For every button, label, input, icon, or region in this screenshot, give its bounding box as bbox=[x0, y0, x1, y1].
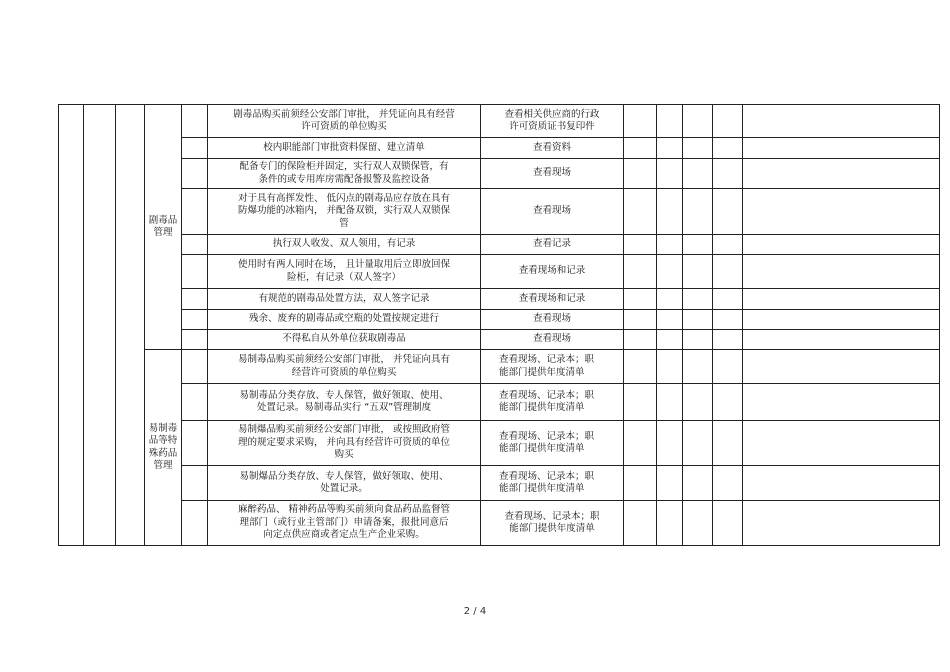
blank-cell bbox=[657, 466, 683, 501]
blank-cell bbox=[624, 310, 657, 330]
table-row bbox=[59, 384, 940, 421]
table-row bbox=[59, 421, 940, 466]
requirement-cell: 剧毒品购买前须经公安部门审批， 并凭证向具有经营 许可资质的单位购买 bbox=[208, 105, 481, 138]
blank-cell bbox=[713, 350, 743, 384]
blank-cell bbox=[713, 310, 743, 330]
method-cell: 查看现场、记录本；职 能部门提供年度清单 bbox=[481, 466, 624, 501]
blank-cell bbox=[743, 289, 940, 310]
blank-cell bbox=[657, 235, 683, 255]
blank-cell bbox=[743, 255, 940, 289]
blank-cell bbox=[743, 105, 940, 138]
blank-cell bbox=[182, 421, 208, 466]
blank-cell bbox=[182, 255, 208, 289]
blank-cell bbox=[624, 105, 657, 138]
method-cell: 查看现场、记录本；职 能部门提供年度清单 bbox=[481, 350, 624, 384]
blank-cell bbox=[713, 159, 743, 189]
blank-cell bbox=[182, 138, 208, 159]
table-row bbox=[59, 235, 940, 255]
blank-cell bbox=[713, 105, 743, 138]
blank-cell bbox=[624, 384, 657, 421]
requirement-cell: 校内职能部门审批资料保留、建立清单 bbox=[208, 138, 481, 159]
blank-cell bbox=[182, 350, 208, 384]
blank-cell bbox=[657, 350, 683, 384]
table-row bbox=[59, 466, 940, 501]
blank-cell bbox=[743, 421, 940, 466]
requirement-cell: 易制毒品购买前须经公安部门审批， 并凭证向具有 经营许可资质的单位购买 bbox=[208, 350, 481, 384]
table-row bbox=[59, 255, 940, 289]
method-cell: 查看现场 bbox=[481, 189, 624, 235]
blank-cell bbox=[624, 466, 657, 501]
blank-cell bbox=[713, 421, 743, 466]
blank-cell bbox=[182, 310, 208, 330]
table-row bbox=[59, 105, 940, 138]
method-cell: 查看现场、记录本；职 能部门提供年度清单 bbox=[481, 421, 624, 466]
blank-cell bbox=[743, 384, 940, 421]
blank-cell bbox=[713, 330, 743, 350]
blank-cell bbox=[713, 289, 743, 310]
blank-cell bbox=[743, 330, 940, 350]
requirement-cell: 易制爆品购买前须经公安部门审批， 或按照政府管 理的规定要求采购， 并向具有经营许可资质的单位 购买 bbox=[208, 421, 481, 466]
category-cell: 易制毒品等特殊药品管理 bbox=[145, 350, 182, 546]
method-cell: 查看现场 bbox=[481, 159, 624, 189]
blank-cell bbox=[624, 189, 657, 235]
requirement-cell: 易制爆品分类存放、专人保管，做好领取、使用、 处置记录。 bbox=[208, 466, 481, 501]
page-number: 2 / 4 bbox=[463, 606, 487, 617]
blank-cell bbox=[743, 466, 940, 501]
blank-cell bbox=[743, 138, 940, 159]
blank-cell bbox=[683, 235, 713, 255]
blank-cell bbox=[657, 330, 683, 350]
blank-cell bbox=[182, 159, 208, 189]
requirement-cell: 易制毒品分类存放、专人保管，做好领取、使用、 处置记录。易制毒品实行 “五双”管理制度 bbox=[208, 384, 481, 421]
method-cell: 查看资料 bbox=[481, 138, 624, 159]
blank-cell bbox=[683, 289, 713, 310]
blank-cell bbox=[624, 255, 657, 289]
blank-cell bbox=[683, 421, 713, 466]
inspection-table bbox=[58, 104, 940, 546]
blank-cell bbox=[683, 330, 713, 350]
requirement-cell: 配备专门的保险柜并固定，实行双人双锁保管，有 条件的或专用库房需配备报警及监控设备 bbox=[208, 159, 481, 189]
blank-cell bbox=[743, 350, 940, 384]
method-cell: 查看记录 bbox=[481, 235, 624, 255]
table-row bbox=[59, 501, 940, 546]
blank-cell bbox=[182, 289, 208, 310]
blank-cell bbox=[683, 466, 713, 501]
blank-cell bbox=[743, 501, 940, 546]
table-row bbox=[59, 310, 940, 330]
table-row bbox=[59, 330, 940, 350]
blank-cell bbox=[713, 255, 743, 289]
blank-cell bbox=[683, 350, 713, 384]
method-cell: 查看现场、记录本；职 能部门提供年度清单 bbox=[481, 384, 624, 421]
blank-cell bbox=[624, 501, 657, 546]
blank-cell bbox=[683, 105, 713, 138]
blank-cell bbox=[683, 189, 713, 235]
blank-cell bbox=[182, 189, 208, 235]
blank-cell bbox=[657, 189, 683, 235]
blank-cell bbox=[743, 235, 940, 255]
table-row bbox=[59, 289, 940, 310]
blank-cell bbox=[657, 384, 683, 421]
blank-cell bbox=[713, 235, 743, 255]
blank-cell bbox=[683, 310, 713, 330]
blank-cell bbox=[657, 310, 683, 330]
blank-cell bbox=[624, 421, 657, 466]
method-cell: 查看现场、记录本；职 能部门提供年度清单 bbox=[481, 501, 624, 546]
requirement-cell: 执行双人收发、双人领用，有记录 bbox=[208, 235, 481, 255]
blank-cell bbox=[683, 501, 713, 546]
requirement-cell: 使用时有两人同时在场， 且计量取用后立即放回保 险柜，有记录（双人签字） bbox=[208, 255, 481, 289]
table-row bbox=[59, 189, 940, 235]
blank-cell bbox=[713, 501, 743, 546]
blank-cell bbox=[683, 384, 713, 421]
blank-cell bbox=[657, 138, 683, 159]
method-cell: 查看相关供应商的行政 许可资质证书复印件 bbox=[481, 105, 624, 138]
blank-cell bbox=[624, 330, 657, 350]
requirement-cell: 有规范的剧毒品处置方法，双人签字记录 bbox=[208, 289, 481, 310]
blank-cell bbox=[743, 310, 940, 330]
requirement-cell: 对于具有高挥发性、 低闪点的剧毒品应存放在具有 防爆功能的冰箱内， 并配备双锁，实行双人双锁保 管 bbox=[208, 189, 481, 235]
blank-cell bbox=[182, 105, 208, 138]
blank-cell bbox=[683, 255, 713, 289]
blank-cell bbox=[624, 350, 657, 384]
blank-cell bbox=[624, 235, 657, 255]
blank-cell bbox=[657, 501, 683, 546]
blank-cell bbox=[713, 189, 743, 235]
blank-cell bbox=[657, 159, 683, 189]
blank-cell bbox=[657, 289, 683, 310]
blank-cell bbox=[683, 138, 713, 159]
blank-cell bbox=[657, 421, 683, 466]
blank-cell bbox=[182, 235, 208, 255]
table-row bbox=[59, 159, 940, 189]
method-cell: 查看现场和记录 bbox=[481, 289, 624, 310]
blank-cell bbox=[657, 255, 683, 289]
category-cell: 剧毒品管理 bbox=[145, 105, 182, 350]
table-row bbox=[59, 350, 940, 384]
requirement-cell: 残余、废弃的剧毒品或空瓶的处置按规定进行 bbox=[208, 310, 481, 330]
blank-cell bbox=[683, 159, 713, 189]
blank-cell bbox=[182, 384, 208, 421]
blank-cell bbox=[182, 501, 208, 546]
blank-cell bbox=[713, 466, 743, 501]
blank-cell bbox=[743, 159, 940, 189]
blank-cell bbox=[182, 466, 208, 501]
method-cell: 查看现场 bbox=[481, 330, 624, 350]
method-cell: 查看现场和记录 bbox=[481, 255, 624, 289]
blank-cell bbox=[713, 138, 743, 159]
table-row bbox=[59, 138, 940, 159]
blank-cell bbox=[657, 105, 683, 138]
requirement-cell: 不得私自从外单位获取剧毒品 bbox=[208, 330, 481, 350]
blank-cell bbox=[84, 105, 116, 546]
blank-cell bbox=[743, 189, 940, 235]
blank-cell bbox=[624, 289, 657, 310]
requirement-cell: 麻醉药品、 精神药品等购买前须向食品药品监督管 理部门（或行业主管部门）申请备案，报批同意后 向定点供应商或者定点生产企业采购。 bbox=[208, 501, 481, 546]
method-cell: 查看现场 bbox=[481, 310, 624, 330]
blank-cell bbox=[182, 330, 208, 350]
blank-cell bbox=[624, 138, 657, 159]
blank-cell bbox=[624, 159, 657, 189]
blank-cell bbox=[713, 384, 743, 421]
blank-cell bbox=[59, 105, 84, 546]
blank-cell bbox=[116, 105, 145, 546]
